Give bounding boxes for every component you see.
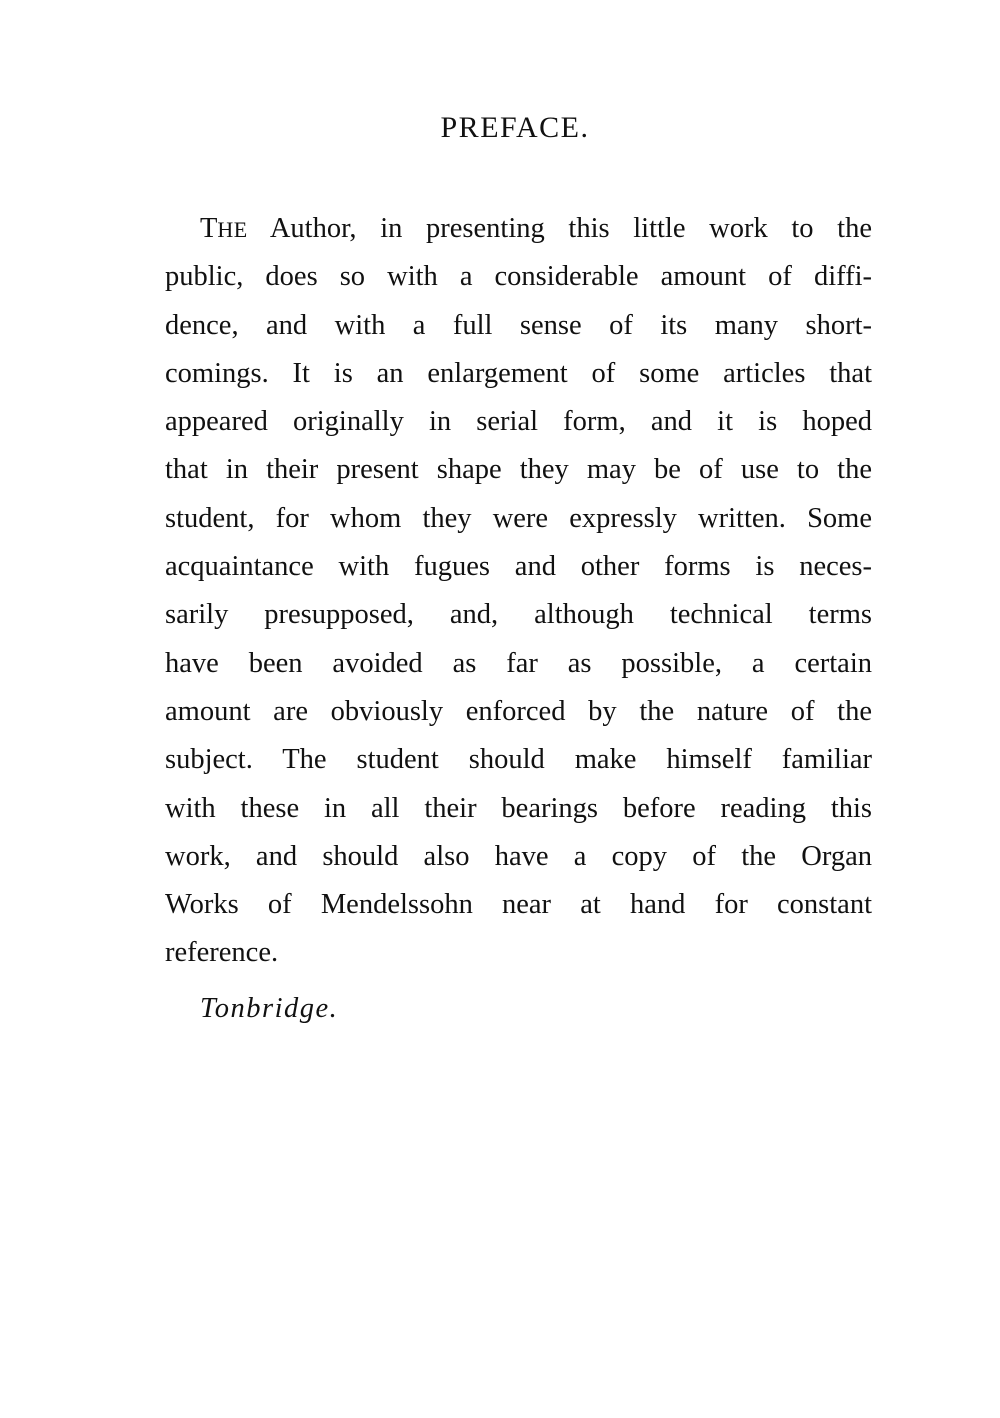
- text-line-16: reference.: [165, 937, 279, 969]
- text-line-7: student, for whom they were expressly written. Some: [165, 502, 872, 534]
- text-line-1-rest: Author, in presenting this little work to the: [247, 213, 872, 244]
- text-line-10: have been avoided as far as possible, a certain: [165, 647, 872, 679]
- text-line-14: work, and should also have a copy of the Organ: [165, 840, 872, 872]
- text-line-2: public, does so with a considerable amount of diffi-: [165, 261, 872, 293]
- preface-paragraph: [165, 205, 872, 978]
- text-line-13: with these in all their bearings before reading this: [165, 792, 872, 824]
- text-line-6: that in their present shape they may be of use to the: [165, 454, 872, 486]
- text-line-1: [165, 205, 872, 253]
- text-line-12: subject. The student should make himself familiar: [165, 744, 872, 776]
- text-line-3: dence, and with a full sense of its many short-: [165, 309, 872, 341]
- page-title: PREFACE.: [440, 111, 590, 144]
- text-line-11: amount are obviously enforced by the nature of the: [165, 695, 872, 727]
- drop-initial: T: [200, 213, 218, 244]
- text-line-15: Works of Mendelssohn near at hand for constant: [165, 889, 872, 921]
- place-signature: Tonbridge.: [200, 993, 339, 1024]
- text-line-8: acquaintance with fugues and other forms is neces-: [165, 551, 872, 583]
- text-line-4: comings. It is an enlargement of some articles that: [165, 357, 872, 389]
- text-line-5: appeared originally in serial form, and it is hoped: [165, 406, 872, 438]
- text-line-9: sarily presupposed, and, although technical terms: [165, 599, 872, 631]
- small-caps-word: HE: [217, 217, 248, 242]
